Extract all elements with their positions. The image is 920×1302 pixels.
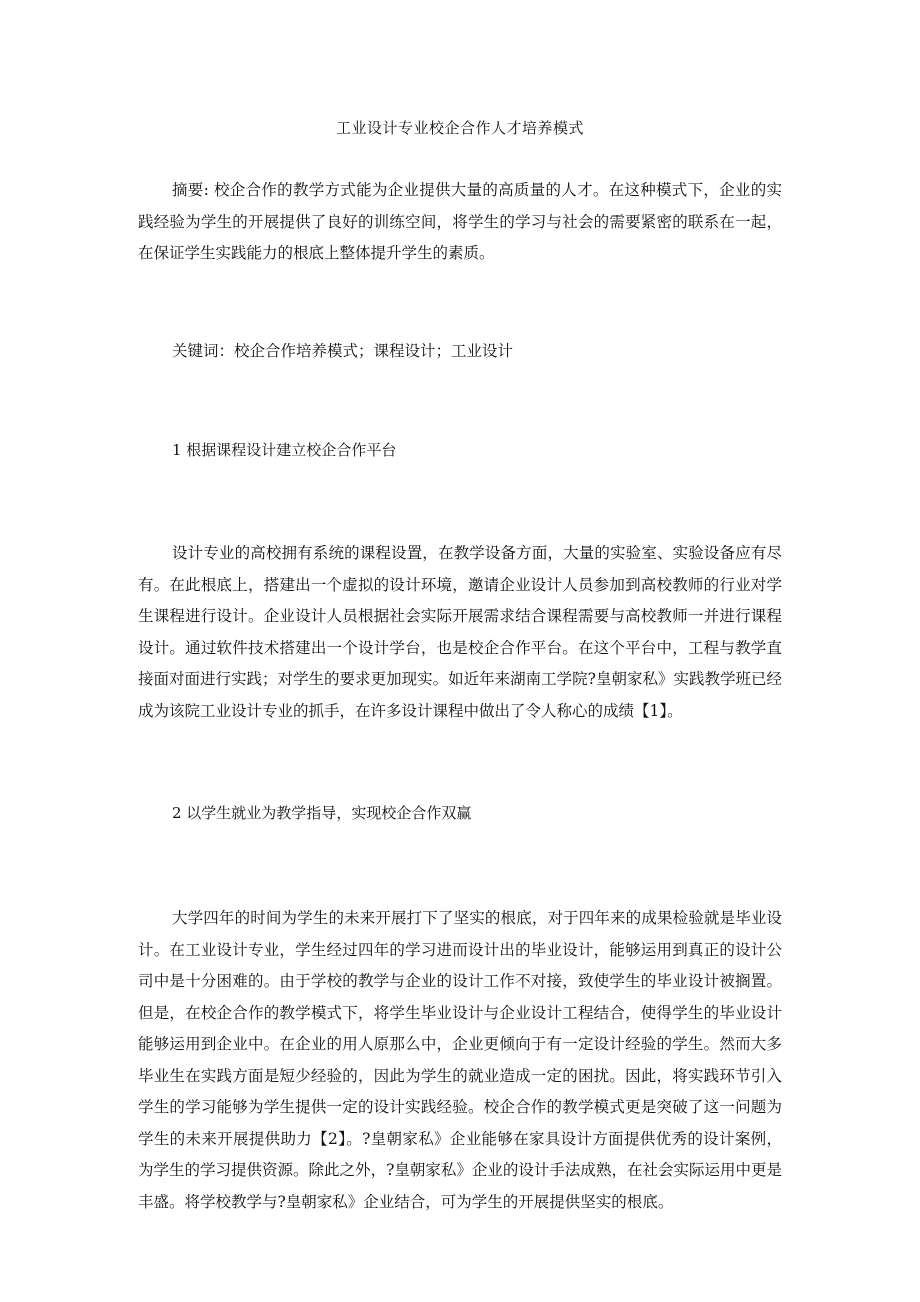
abstract-paragraph: 摘要: 校企合作的教学方式能为企业提供大量的高质量的人才。在这种模式下，企业的实践经验为学生的开展提供了良好的训练空间，将学生的学习与社会的需要紧密的联系在一起，在保证学生实践能力的根底上整体提升学生的素质。	[138, 181, 782, 262]
section-heading-2: 2 以学生就业为教学指导，实现校企合作双赢	[172, 804, 472, 822]
section-body-2: 大学四年的时间为学生的未来开展打下了坚实的根底，对于四年来的成果检验就是毕业设计。在工业设计专业，学生经过四年的学习进而设计出的毕业设计，能够运用到真正的设计公司中是十分困难的。由于学校的教学与企业的设计工作不对接，致使学生的毕业设计被搁置。但是，在校企合作的教学模式下，将学生毕业设计与企业设计工程结合，使得学生的毕业设计能够运用到企业中。在企业的用人原那么中，企业更倾向于有一定设计经验的学生。然而大多毕业生在实践方面是短少经验的，因此为学生的就业造成一定的困扰。因此，将实践环节引入学生的学习能够为学生提供一定的设计实践经验。校企合作的教学模式更是突破了这一问题为学生的未来开展提供助力【2】。?皇朝家私》企业能够在家具设计方面提供优秀的设计案例，为学生的学习提供资源。除此之外，?皇朝家私》企业的设计手法成熟，在社会实际运用中更是丰盛。将学校教学与?皇朝家私》企业结合，可为学生的开展提供坚实的根底。	[138, 909, 782, 1211]
section-body-1: 设计专业的高校拥有系统的课程设置，在教学设备方面，大量的实验室、实验设备应有尽有。在此根底上，搭建出一个虚拟的设计环境，邀请企业设计人员参加到高校教师的行业对学生课程进行设计。企业设计人员根据社会实际开展需求结合课程需要与高校教师一并进行课程设计。通过软件技术搭建出一个设计学台，也是校企合作平台。在这个平台中，工程与教学直接面对面进行实践；对学生的要求更加现实。如近年来湖南工学院?皇朝家私》实践教学班已经成为该院工业设计专业的抓手，在许多设计课程中做出了令人称心的成绩【1】。	[138, 544, 782, 720]
section-heading-1: 1 根据课程设计建立校企合作平台	[172, 441, 397, 459]
keywords-line: 关键词：校企合作培养模式；课程设计；工业设计	[172, 342, 514, 360]
document-title: 工业设计专业校企合作人才培养模式	[335, 119, 584, 137]
